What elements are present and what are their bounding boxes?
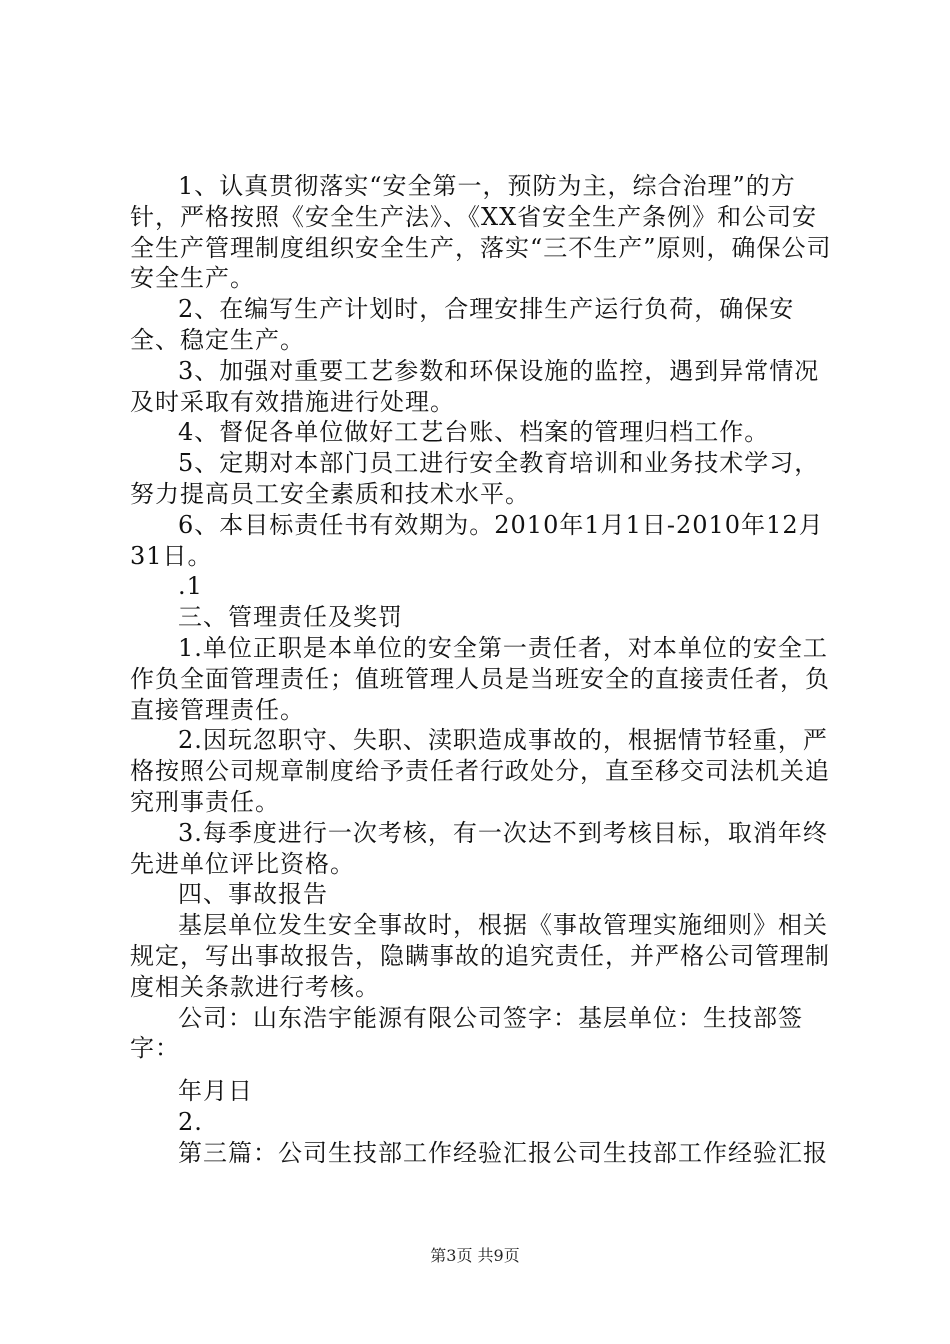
- paragraph: 3、加强对重要工艺参数和环保设施的监控，遇到异常情况及时采取有效措施进行处理。: [130, 356, 820, 416]
- paragraph: 1.单位正职是本单位的安全第一责任者，对本单位的安全工作负全面管理责任；值班管理人员是当班安全的直接责任者，负直接管理责任。: [130, 633, 830, 724]
- paragraph: 4、督促各单位做好工艺台账、档案的管理归档工作。: [178, 418, 770, 447]
- document-body: [130, 171, 842, 1169]
- paragraph: 6、本目标责任书有效期为。2010年1月1日-2010年12月31日。: [130, 510, 824, 570]
- paragraph: 基层单位发生安全事故时，根据《事故管理实施细则》相关规定，写出事故报告，隐瞒事故的追究责任，并严格公司管理制度相关条款进行考核。: [130, 911, 830, 1001]
- paragraph: 2.因玩忽职守、失职、渎职造成事故的，根据情节轻重，严格按照公司规章制度给予责任者行政处分，直至移交司法机关追究刑事责任。: [130, 726, 830, 816]
- paragraph: 3.每季度进行一次考核，有一次达不到考核目标，取消年终先进单位评比资格。: [130, 818, 828, 878]
- paragraph: 2、在编写生产计划时，合理安排生产运行负荷，确保安全、稳定生产。: [130, 295, 795, 354]
- paragraph: 5、定期对本部门员工进行安全教育培训和业务技术学习，努力提高员工安全素质和技术水平。: [130, 449, 820, 508]
- paragraph: 2.: [178, 1107, 203, 1136]
- page-number-footer: 第3页 共9页: [430, 1246, 520, 1265]
- date-line: 年月日: [178, 1077, 253, 1106]
- section-heading: 三、管理责任及奖罚: [178, 603, 403, 632]
- paragraph: .1: [178, 572, 203, 601]
- section-heading: 四、事故报告: [178, 880, 328, 909]
- paragraph: 1、认真贯彻落实“安全第一，预防为主，综合治理”的方针，严格按照《安全生产法》、《XX省安全生产条例》和公司安全生产管理制度组织安全生产，落实“三不生产”原则，确保公司安全生产。: [130, 172, 832, 293]
- signature-line: 公司：山东浩宇能源有限公司签字：基层单位：生技部签字：: [130, 1003, 803, 1063]
- chapter-title: 第三篇：公司生技部工作经验汇报公司生技部工作经验汇报: [178, 1138, 828, 1167]
